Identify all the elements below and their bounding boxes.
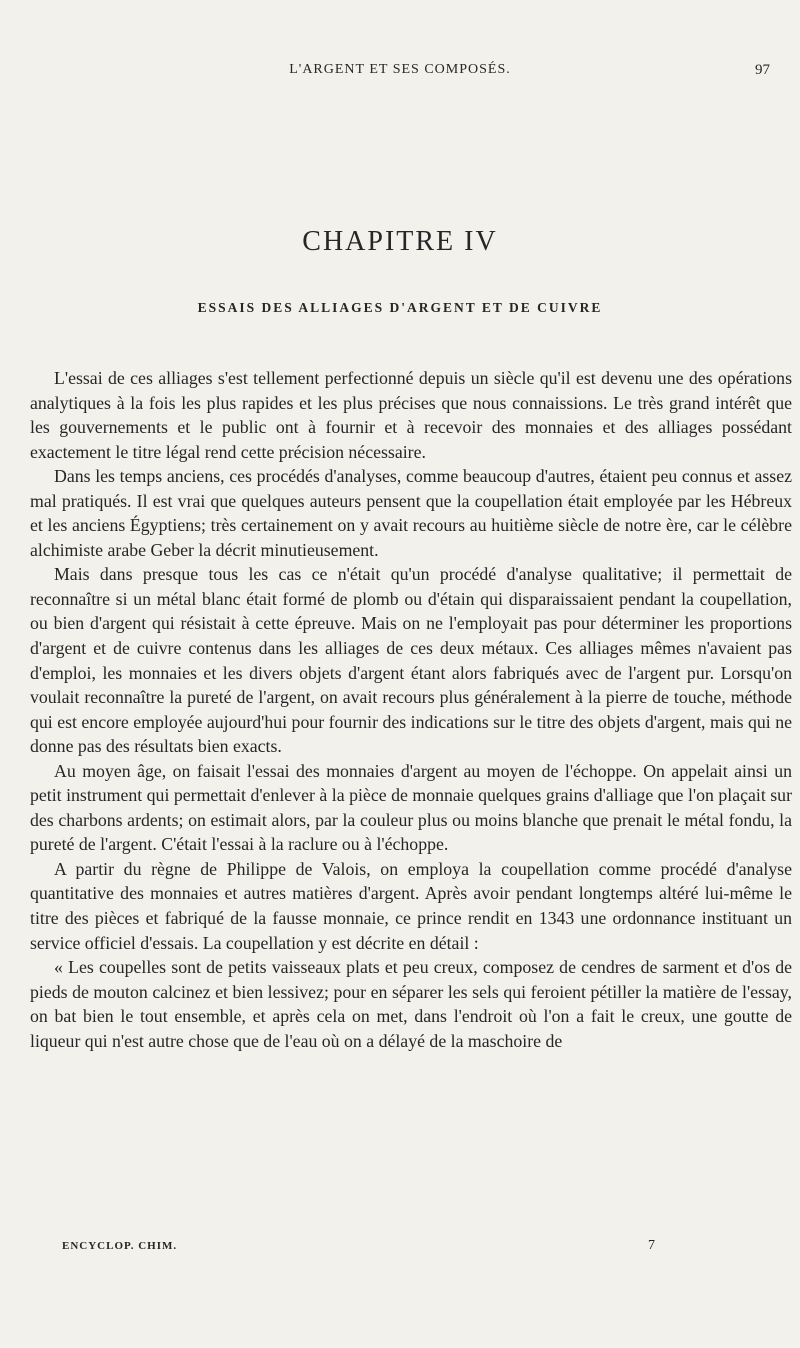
paragraph: Dans les temps anciens, ces procédés d'analyses, comme beaucoup d'autres, étaient peu connus et assez mal pratiqués. Il est vrai que quelques auteurs pensent que la coupellation était employée par les Hébreux et les anciens Égyptiens; très certainement on y avait recours au huitième siècle de notre ère, car le célèbre alchimiste arabe Geber la décrit minutieusement. bbox=[30, 466, 792, 560]
footer-sheet-number: 7 bbox=[648, 1238, 655, 1253]
paragraph: A partir du règne de Philippe de Valois, on employa la coupellation comme procédé d'analyse quantitative des monnaies et autres matières d'argent. Après avoir pendant longtemps altéré lui-même le titre des pièces et fabriqué de la fausse monnaie, ce prince rendit en 1343 une ordonnance instituant un service officiel d'essais. La coupellation y est décrite en détail : bbox=[30, 858, 792, 953]
paragraph: Au moyen âge, on faisait l'essai des monnaies d'argent au moyen de l'échoppe. On appelait ainsi un petit instrument qui permettait d'enlever à la pièce de monnaie quelques grains d'alliage que l'on plaçait sur des charbons ardents; on estimait alors, par la couleur plus ou moins blanche que prenait le métal fondu, la pureté de l'argent. C'était l'essai à la raclure ou à l'échoppe. bbox=[30, 760, 792, 855]
page-number: 97 bbox=[755, 62, 770, 78]
footer-signature: ENCYCLOP. CHIM. bbox=[62, 1240, 178, 1252]
running-head: L'ARGENT ET SES COMPOSÉS. bbox=[289, 62, 511, 77]
body-text bbox=[30, 366, 792, 1053]
paragraph: « Les coupelles sont de petits vaisseaux plats et peu creux, composez de cendres de sarment et d'os de pieds de mouton calcinez et bien lessivez; pour en séparer les sels qui feroient pétiller la matière de l'essay, on bat bien le tout ensemble, et après cela on met, dans l'endroit où l'on a fait le creux, une goutte de liqueur qui n'est autre chose que de l'eau où on a délayé de la maschoire de bbox=[30, 957, 792, 1051]
chapter-subtitle: ESSAIS DES ALLIAGES D'ARGENT ET DE CUIVRE bbox=[197, 300, 603, 315]
paragraph: Mais dans presque tous les cas ce n'était qu'un procédé d'analyse qualitative; il permettait de reconnaître si un métal blanc était formé de plomb ou d'étain qui disparaissaient pendant la coupellation, ou bien d'argent qui résistait à cette épreuve. Mais on ne l'employait pas pour déterminer les proportions d'argent et de cuivre contenus dans les alliages de ces deux métaux. Ces alliages mêmes n'avaient pas d'emploi, les monnaies et les divers objets d'argent étant alors fabriqués avec de l'argent pur. Lorsqu'on voulait reconnaître la pureté de l'argent, on avait recours plus généralement à la pierre de touche, méthode qui est encore employée aujourd'hui pour fournir des indications sur le titre des objets d'argent, mais qui ne donne pas des résultats bien exacts. bbox=[30, 564, 792, 757]
chapter-title: CHAPITRE IV bbox=[302, 226, 498, 257]
paragraph: L'essai de ces alliages s'est tellement perfectionné depuis un siècle qu'il est devenu une des opérations analytiques à la fois les plus rapides et les plus précises que nous connaissions. Le très grand intérêt que les gouvernements et le public ont à fournir et à recevoir des monnaies et des alliages possédant exactement le titre légal rend cette précision nécessaire. bbox=[30, 368, 792, 462]
